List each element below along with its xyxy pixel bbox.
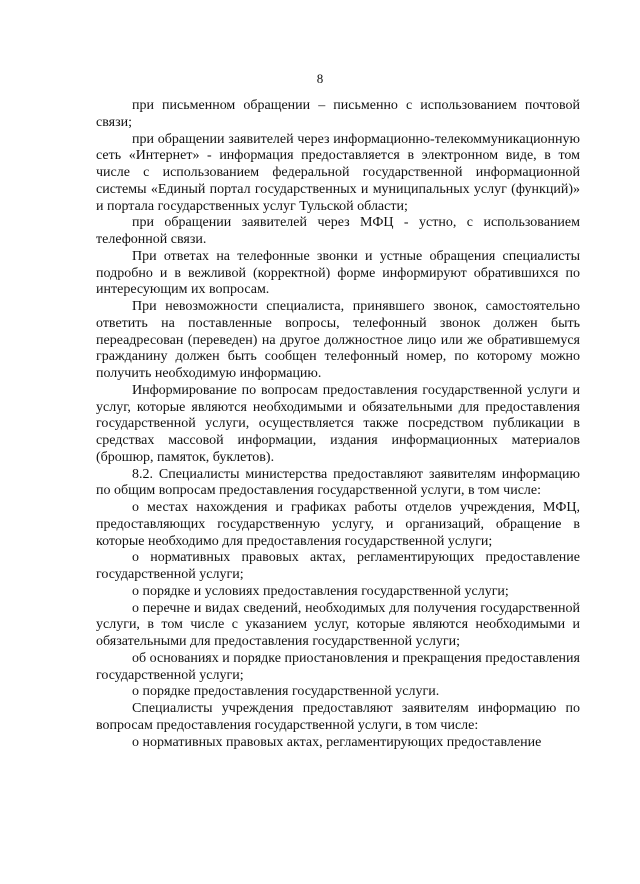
paragraph-call-redirect: При невозможности специалиста, принявшего звонок, самостоятельно ответить на поставленные вопросы, телефонный звонок должен быть переадресован (переведен) на другое должностное лицо или же обратившемуся гражданину должен быть сообщен телефонный номер, по которому можно получить необходимую информацию. xyxy=(96,299,580,381)
paragraph-section-8-2: 8.2. Специалисты министерства предоставляют заявителям информацию по общим вопросам предоставления государственной услуги, в том числе: xyxy=(96,466,580,499)
paragraph-internet-request: при обращении заявителей через информационно-телекоммуникационную сеть «Интернет» - информация предоставляется в электронном виде, в том числе с использованием федеральной государственной информационной системы «Единый портал государственных и муниципальных услуг (функций)» и портала государственных услуг Тульской области; xyxy=(96,131,580,214)
list-item-service-procedure: о порядке предоставления государственной услуги. xyxy=(132,684,440,700)
list-item-normative-acts: о нормативных правовых актах, регламентирующих предоставление государственной услуги; xyxy=(96,550,580,582)
page-number: 8 xyxy=(316,71,324,86)
list-item-required-info: о перечне и видах сведений, необходимых для получения государственной услуги, в том числе с указанием услуг, которые являются необходимыми и обязательными для предоставления государственной услуги; xyxy=(96,600,580,649)
list-item-suspension-grounds: об основаниях и порядке приостановления и прекращения предоставления государственной услуги; xyxy=(96,650,580,683)
list-item-locations: о местах нахождения и графиках работы отделов учреждения, МФЦ, предоставляющих государственную услугу, и организаций, обращение в которые необходимо для предоставления государственной услуги; xyxy=(96,500,580,549)
document-body xyxy=(96,98,580,751)
paragraph-mfc-request: при обращении заявителей через МФЦ - устно, с использованием телефонной связи. xyxy=(96,215,580,247)
paragraph-media-publication: Информирование по вопросам предоставления государственной услуги и услуг, которые являются необходимыми и обязательными для предоставления государственной услуги, осуществляется также посредством публикации в средствах массовой информации, издания информационных материалов (брошюр, памяток, буклетов). xyxy=(96,382,580,465)
paragraph-phone-answers: При ответах на телефонные звонки и устные обращения специалисты подробно и в вежливой (корректной) форме информируют обратившихся по интересующим их вопросам. xyxy=(96,248,580,298)
list-item-normative-acts-continued: о нормативных правовых актах, регламентирующих предоставление xyxy=(132,734,542,750)
list-item-procedure-conditions: о порядке и условиях предоставления государственной услуги; xyxy=(132,583,509,599)
paragraph-institution-specialists: Специалисты учреждения предоставляют заявителям информацию по вопросам предоставления государственной услуги, в том числе: xyxy=(96,701,580,733)
paragraph-written-request: при письменном обращении – письменно с использованием почтовой связи; xyxy=(96,98,580,130)
